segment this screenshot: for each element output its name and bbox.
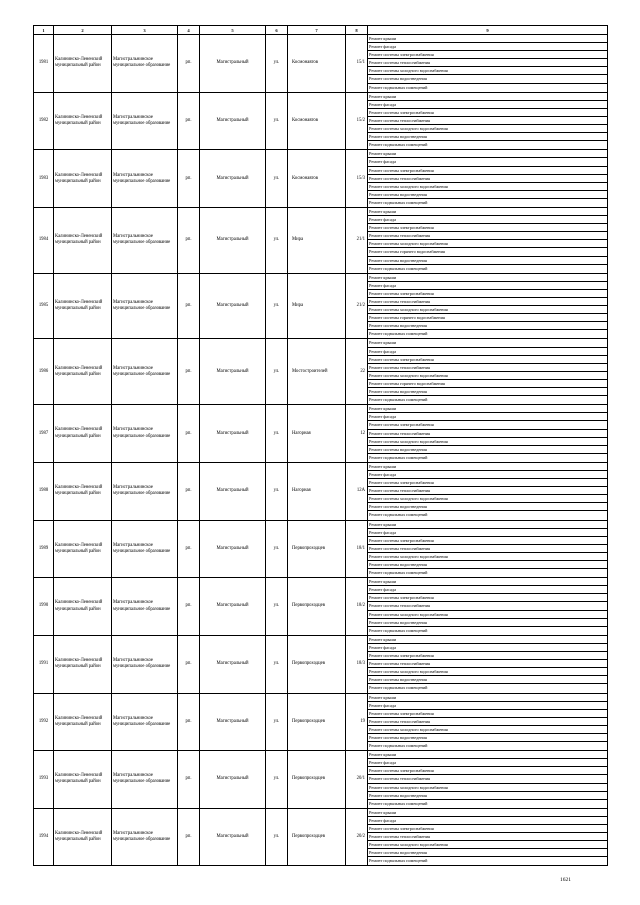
table-row (34, 405, 608, 463)
settlement-name: Магистральный (200, 808, 266, 866)
work-item: Ремонт системы водоотведения (368, 133, 607, 141)
house-number: 12А (346, 462, 368, 520)
settlement-name: Магистральный (200, 751, 266, 809)
street-name: Космонавтов (288, 35, 346, 93)
header-cell: 6 (266, 26, 288, 35)
work-item: Ремонт системы холодного водоснабжения (368, 125, 607, 133)
work-item: Ремонт системы водоотведения (368, 619, 607, 627)
house-number: 20/2 (346, 808, 368, 866)
work-item: Ремонт крыши (368, 274, 607, 282)
work-item: Ремонт фасада (368, 759, 607, 767)
table-row (34, 693, 608, 751)
municipality-name: Магистральнинское муниципальное образование (112, 462, 178, 520)
work-item: Ремонт системы холодного водоснабжения (368, 726, 607, 734)
header-cell: 2 (54, 26, 112, 35)
work-item: Ремонт подвальных помещений (369, 858, 428, 864)
settlement-name: Магистральный (200, 207, 266, 273)
work-item: Ремонт подвальных помещений (369, 627, 428, 633)
work-item: Ремонт системы теплоснабжения (368, 718, 607, 726)
street-name: Первопроходцев (288, 693, 346, 751)
works-list (368, 92, 608, 150)
work-item: Ремонт системы теплоснабжения (368, 775, 607, 783)
work-item: Ремонт системы холодного водоснабжения (368, 438, 607, 446)
work-item: Ремонт системы водоотведения (368, 849, 607, 857)
work-item: Ремонт крыши (368, 578, 607, 586)
row-number: 1992 (34, 693, 54, 751)
district-name: Калининско-Лененский муниципальный район (54, 693, 112, 751)
work-item: Ремонт системы горячего водоснабжения (368, 380, 607, 388)
row-number: 1983 (34, 150, 54, 208)
house-number: 15/1 (346, 35, 368, 93)
work-item: Ремонт системы холодного водоснабжения (368, 784, 607, 792)
works-list (368, 635, 608, 693)
work-item: Ремонт фасада (368, 413, 607, 421)
works-list (368, 578, 608, 636)
work-item: Ремонт подвальных помещений (369, 331, 428, 337)
municipality-name: Магистральнинское муниципальное образование (112, 751, 178, 809)
municipality-name: Магистральнинское муниципальное образование (112, 520, 178, 578)
work-item: Ремонт системы электроснабжения (368, 109, 607, 117)
street-type: ул. (266, 751, 288, 809)
settlement-type: рп. (178, 273, 200, 339)
settlement-type: рп. (178, 635, 200, 693)
work-item: Ремонт крыши (368, 405, 607, 413)
settlement-name: Магистральный (200, 635, 266, 693)
work-item: Ремонт системы теплоснабжения (368, 298, 607, 306)
street-name: Первопроходцев (288, 578, 346, 636)
table-row (34, 808, 608, 866)
work-item: Ремонт системы электроснабжения (368, 224, 607, 232)
table-row (34, 273, 608, 339)
work-item: Ремонт подвальных помещений (369, 265, 428, 271)
work-item: Ремонт системы водоотведения (368, 792, 607, 800)
municipality-name: Магистральнинское муниципальное образование (112, 693, 178, 751)
street-name: Космонавтов (288, 92, 346, 150)
street-type: ул. (266, 207, 288, 273)
work-item: Ремонт крыши (368, 751, 607, 759)
work-item: Ремонт подвальных помещений (369, 512, 428, 518)
work-item: Ремонт системы холодного водоснабжения (368, 240, 607, 248)
work-item: Ремонт системы горячего водоснабжения (368, 248, 607, 256)
municipality-name: Магистральнинское муниципальное образование (112, 405, 178, 463)
municipality-name: Магистральнинское муниципальное образование (112, 92, 178, 150)
street-type: ул. (266, 35, 288, 93)
settlement-name: Магистральный (200, 405, 266, 463)
settlement-type: рп. (178, 150, 200, 208)
work-item: Ремонт подвальных помещений (369, 397, 428, 403)
settlement-name: Магистральный (200, 693, 266, 751)
table-row (34, 520, 608, 578)
row-number: 1994 (34, 808, 54, 866)
header-cell: 8 (346, 26, 368, 35)
work-item: Ремонт подвальных помещений (369, 142, 428, 148)
work-item: Ремонт системы теплоснабжения (368, 364, 607, 372)
settlement-type: рп. (178, 751, 200, 809)
work-item: Ремонт системы теплоснабжения (368, 487, 607, 495)
work-item: Ремонт крыши (368, 463, 607, 471)
street-type: ул. (266, 405, 288, 463)
work-item: Ремонт системы электроснабжения (368, 825, 607, 833)
header-cell: 5 (200, 26, 266, 35)
street-type: ул. (266, 462, 288, 520)
district-name: Калининско-Лененский муниципальный район (54, 92, 112, 150)
district-name: Калининско-Лененский муниципальный район (54, 751, 112, 809)
settlement-type: рп. (178, 462, 200, 520)
street-name: Космонавтов (288, 150, 346, 208)
settlement-name: Магистральный (200, 150, 266, 208)
table-row (34, 339, 608, 405)
work-item: Ремонт системы холодного водоснабжения (368, 67, 607, 75)
street-type: ул. (266, 92, 288, 150)
table-row (34, 462, 608, 520)
table-body (34, 35, 608, 866)
row-number: 1982 (34, 92, 54, 150)
settlement-name: Магистральный (200, 578, 266, 636)
municipality-name: Магистральнинское муниципальное образование (112, 150, 178, 208)
street-name: Мира (288, 207, 346, 273)
district-name: Калининско-Лененский муниципальный район (54, 207, 112, 273)
works-list (368, 405, 608, 463)
work-item: Ремонт системы электроснабжения (368, 51, 607, 59)
settlement-name: Магистральный (200, 273, 266, 339)
district-name: Калининско-Лененский муниципальный район (54, 339, 112, 405)
table-row (34, 635, 608, 693)
work-item: Ремонт системы горячего водоснабжения (368, 314, 607, 322)
row-number: 1988 (34, 462, 54, 520)
work-item: Ремонт системы холодного водоснабжения (368, 183, 607, 191)
work-item: Ремонт системы водоотведения (368, 446, 607, 454)
street-name: Мира (288, 273, 346, 339)
row-number: 1986 (34, 339, 54, 405)
house-number: 22 (346, 339, 368, 405)
work-item: Ремонт системы теплоснабжения (368, 175, 607, 183)
header-row (34, 26, 608, 35)
work-item: Ремонт системы теплоснабжения (368, 833, 607, 841)
work-item: Ремонт фасада (368, 586, 607, 594)
settlement-type: рп. (178, 405, 200, 463)
work-item: Ремонт системы холодного водоснабжения (368, 611, 607, 619)
works-list (368, 520, 608, 578)
row-number: 1989 (34, 520, 54, 578)
municipality-name: Магистральнинское муниципальное образование (112, 35, 178, 93)
row-number: 1981 (34, 35, 54, 93)
street-name: Первопроходцев (288, 751, 346, 809)
work-item: Ремонт системы электроснабжения (368, 167, 607, 175)
house-number: 18/2 (346, 578, 368, 636)
street-name: Нагорная (288, 405, 346, 463)
settlement-type: рп. (178, 35, 200, 93)
street-type: ул. (266, 693, 288, 751)
work-item: Ремонт системы холодного водоснабжения (368, 841, 607, 849)
header-cell: 3 (112, 26, 178, 35)
work-item: Ремонт системы водоотведения (368, 322, 607, 330)
work-item: Ремонт системы водоотведения (368, 734, 607, 742)
work-item: Ремонт крыши (368, 339, 607, 347)
work-item: Ремонт фасада (368, 43, 607, 51)
street-type: ул. (266, 578, 288, 636)
work-item: Ремонт подвальных помещений (369, 454, 428, 460)
municipality-name: Магистральнинское муниципальное образование (112, 635, 178, 693)
settlement-type: рп. (178, 520, 200, 578)
work-item: Ремонт системы теплоснабжения (368, 430, 607, 438)
street-type: ул. (266, 150, 288, 208)
work-item: Ремонт системы водоотведения (368, 191, 607, 199)
house-number: 12 (346, 405, 368, 463)
settlement-name: Магистральный (200, 92, 266, 150)
work-item: Ремонт системы холодного водоснабжения (368, 553, 607, 561)
row-number: 1991 (34, 635, 54, 693)
table-row (34, 92, 608, 150)
settlement-name: Магистральный (200, 520, 266, 578)
work-item: Ремонт системы водоотведения (368, 503, 607, 511)
district-name: Калининско-Лененский муниципальный район (54, 578, 112, 636)
table-row (34, 578, 608, 636)
work-item: Ремонт фасада (368, 348, 607, 356)
house-number: 21/2 (346, 273, 368, 339)
work-item: Ремонт фасада (368, 817, 607, 825)
work-item: Ремонт фасада (368, 101, 607, 109)
work-item: Ремонт системы водоотведения (368, 257, 607, 265)
work-item: Ремонт системы электроснабжения (368, 537, 607, 545)
municipality-name: Магистральнинское муниципальное образование (112, 273, 178, 339)
document-page (33, 25, 607, 866)
settlement-name: Магистральный (200, 35, 266, 93)
work-item: Ремонт системы холодного водоснабжения (368, 668, 607, 676)
table-row (34, 207, 608, 273)
work-item: Ремонт системы теплоснабжения (368, 232, 607, 240)
settlement-name: Магистральный (200, 462, 266, 520)
work-item: Ремонт крыши (368, 93, 607, 101)
work-item: Ремонт системы электроснабжения (368, 290, 607, 298)
municipality-name: Магистральнинское муниципальное образование (112, 808, 178, 866)
work-item: Ремонт системы холодного водоснабжения (368, 306, 607, 314)
work-item: Ремонт системы электроснабжения (368, 652, 607, 660)
municipality-name: Магистральнинское муниципальное образование (112, 578, 178, 636)
settlement-type: рп. (178, 578, 200, 636)
works-list (368, 751, 608, 809)
house-number: 18/3 (346, 635, 368, 693)
works-list (368, 207, 608, 273)
house-number: 15/2 (346, 92, 368, 150)
work-item: Ремонт подвальных помещений (369, 84, 428, 90)
work-item: Ремонт системы теплоснабжения (368, 117, 607, 125)
row-number: 1984 (34, 207, 54, 273)
street-name: Первопроходцев (288, 808, 346, 866)
works-list (368, 273, 608, 339)
works-list (368, 808, 608, 866)
work-item: Ремонт системы электроснабжения (368, 479, 607, 487)
work-item: Ремонт системы теплоснабжения (368, 545, 607, 553)
repair-schedule-table (33, 25, 608, 866)
work-item: Ремонт фасада (368, 471, 607, 479)
street-name: Первопроходцев (288, 520, 346, 578)
table-row (34, 150, 608, 208)
street-type: ул. (266, 273, 288, 339)
work-item: Ремонт крыши (368, 694, 607, 702)
work-item: Ремонт системы водоотведения (368, 75, 607, 83)
work-item: Ремонт подвальных помещений (369, 570, 428, 576)
work-item: Ремонт крыши (368, 35, 607, 43)
table-row (34, 35, 608, 93)
work-item: Ремонт системы электроснабжения (368, 767, 607, 775)
work-item: Ремонт системы теплоснабжения (368, 602, 607, 610)
municipality-name: Магистральнинское муниципальное образование (112, 207, 178, 273)
work-item: Ремонт крыши (368, 809, 607, 817)
street-type: ул. (266, 635, 288, 693)
works-list (368, 35, 608, 93)
settlement-type: рп. (178, 693, 200, 751)
settlement-type: рп. (178, 92, 200, 150)
work-item: Ремонт крыши (368, 208, 607, 216)
work-item: Ремонт подвальных помещений (369, 800, 428, 806)
row-number: 1993 (34, 751, 54, 809)
header-cell: 7 (288, 26, 346, 35)
district-name: Калининско-Лененский муниципальный район (54, 150, 112, 208)
house-number: 20/1 (346, 751, 368, 809)
district-name: Калининско-Лененский муниципальный район (54, 808, 112, 866)
work-item: Ремонт системы холодного водоснабжения (368, 495, 607, 503)
header-cell: 1 (34, 26, 54, 35)
work-item: Ремонт крыши (368, 636, 607, 644)
work-item: Ремонт системы электроснабжения (368, 356, 607, 364)
district-name: Калининско-Лененский муниципальный район (54, 405, 112, 463)
work-item: Ремонт системы электроснабжения (368, 594, 607, 602)
district-name: Калининско-Лененский муниципальный район (54, 35, 112, 93)
house-number: 19 (346, 693, 368, 751)
work-item: Ремонт подвальных помещений (369, 685, 428, 691)
work-item: Ремонт системы теплоснабжения (368, 59, 607, 67)
work-item: Ремонт системы водоотведения (368, 561, 607, 569)
table-row (34, 751, 608, 809)
settlement-type: рп. (178, 808, 200, 866)
works-list (368, 462, 608, 520)
work-item: Ремонт фасада (368, 644, 607, 652)
settlement-name: Магистральный (200, 339, 266, 405)
row-number: 1985 (34, 273, 54, 339)
works-list (368, 339, 608, 405)
work-item: Ремонт системы теплоснабжения (368, 660, 607, 668)
work-item: Ремонт системы электроснабжения (368, 421, 607, 429)
street-type: ул. (266, 339, 288, 405)
house-number: 18/1 (346, 520, 368, 578)
work-item: Ремонт системы холодного водоснабжения (368, 372, 607, 380)
works-list (368, 693, 608, 751)
district-name: Калининско-Лененский муниципальный район (54, 273, 112, 339)
work-item: Ремонт системы водоотведения (368, 388, 607, 396)
street-name: Первопроходцев (288, 635, 346, 693)
work-item: Ремонт фасада (368, 158, 607, 166)
header-cell: 9 (368, 26, 608, 35)
district-name: Калининско-Лененский муниципальный район (54, 462, 112, 520)
work-item: Ремонт крыши (368, 150, 607, 158)
work-item: Ремонт крыши (368, 521, 607, 529)
street-name: Мостостроителей (288, 339, 346, 405)
street-type: ул. (266, 808, 288, 866)
district-name: Калининско-Лененский муниципальный район (54, 635, 112, 693)
house-number: 15/3 (346, 150, 368, 208)
settlement-type: рп. (178, 207, 200, 273)
work-item: Ремонт системы электроснабжения (368, 710, 607, 718)
row-number: 1987 (34, 405, 54, 463)
street-type: ул. (266, 520, 288, 578)
work-item: Ремонт фасада (368, 216, 607, 224)
works-list (368, 150, 608, 208)
header-cell: 4 (178, 26, 200, 35)
work-item: Ремонт подвальных помещений (369, 743, 428, 749)
house-number: 21/1 (346, 207, 368, 273)
work-item: Ремонт системы водоотведения (368, 676, 607, 684)
work-item: Ремонт фасада (368, 282, 607, 290)
work-item: Ремонт подвальных помещений (369, 199, 428, 205)
work-item: Ремонт фасада (368, 529, 607, 537)
district-name: Калининско-Лененский муниципальный район (54, 520, 112, 578)
street-name: Нагорная (288, 462, 346, 520)
municipality-name: Магистральнинское муниципальное образование (112, 339, 178, 405)
page-number: 1621 (560, 877, 571, 883)
work-item: Ремонт фасада (368, 702, 607, 710)
row-number: 1990 (34, 578, 54, 636)
settlement-type: рп. (178, 339, 200, 405)
